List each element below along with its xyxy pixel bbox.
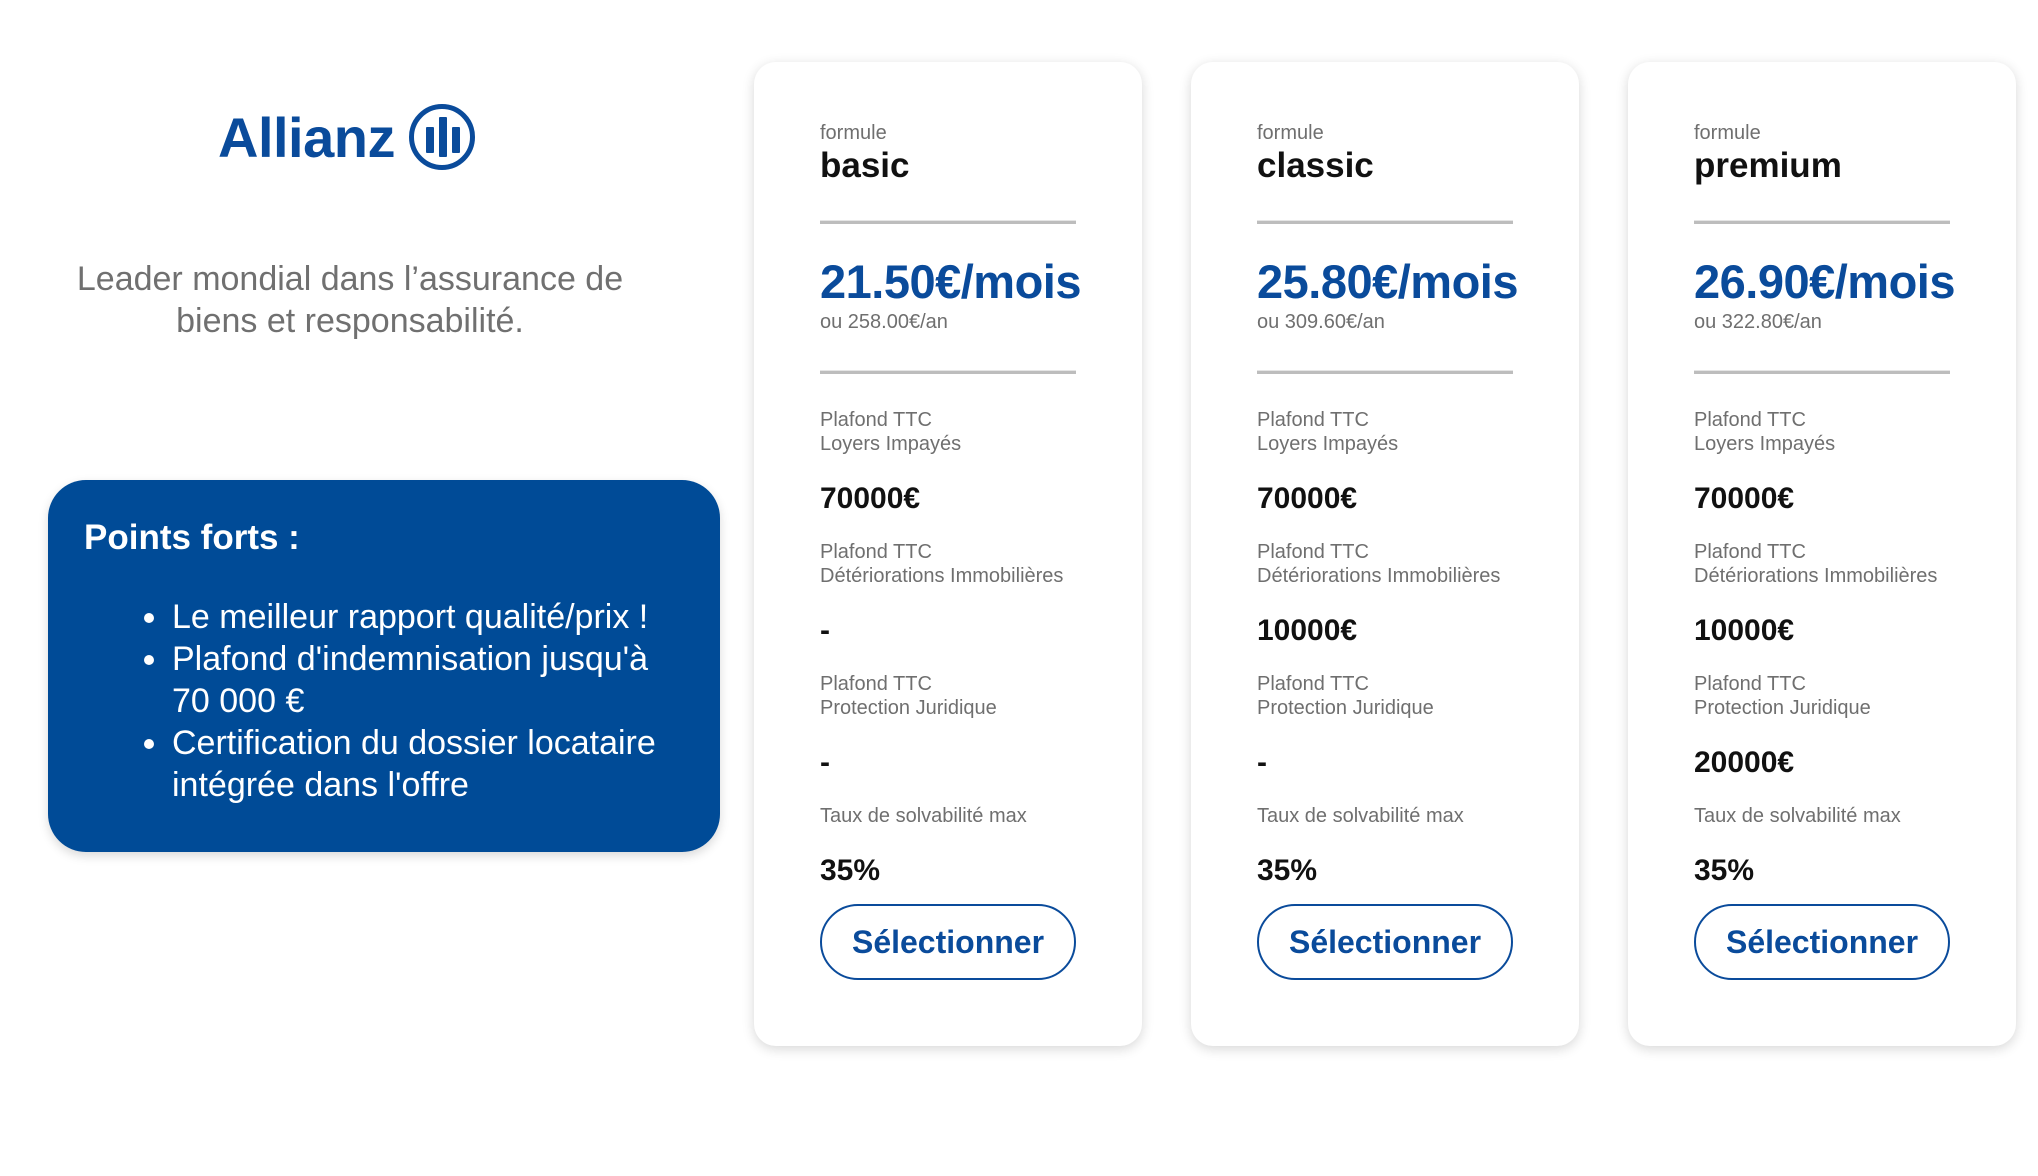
annual-price: ou 309.60€/an <box>1257 311 1385 333</box>
monthly-price: 21.50€/mois <box>820 255 1082 308</box>
select-classic-button[interactable]: Sélectionner <box>1257 904 1513 980</box>
deterioration-value: 10000€ <box>1257 614 1358 647</box>
juridique-label: Plafond TTC Protection Juridique <box>820 673 997 719</box>
plan-name: classic <box>1257 146 1374 185</box>
juridique-value: 20000€ <box>1694 746 1795 779</box>
loyers-label: Plafond TTC Loyers Impayés <box>1257 409 1399 455</box>
loyers-value: 70000€ <box>1694 482 1795 515</box>
list-item: Plafond d'indemnisation jusqu'à 70 000 € <box>172 638 684 722</box>
points-forts-list <box>84 596 684 806</box>
plan-card-basic <box>754 62 1142 1046</box>
deterioration-label: Plafond TTC Détériorations Immobilières <box>1257 541 1501 587</box>
formule-label: formule <box>1257 122 1324 144</box>
divider <box>1257 220 1513 224</box>
select-premium-button[interactable]: Sélectionner <box>1694 904 1950 980</box>
brand-tagline: Leader mondial dans l’assurance de biens et responsabilité. <box>76 260 624 340</box>
divider <box>820 370 1076 374</box>
list-item: Certification du dossier locataire intégrée dans l'offre <box>172 722 684 806</box>
plan-name: premium <box>1694 146 1842 185</box>
loyers-value: 70000€ <box>820 482 921 515</box>
points-forts-title: Points forts : <box>84 518 300 557</box>
plan-card-premium <box>1628 62 2016 1046</box>
points-forts-panel <box>48 480 720 852</box>
juridique-label: Plafond TTC Protection Juridique <box>1257 673 1434 719</box>
plan-card-classic <box>1191 62 1579 1046</box>
divider <box>820 220 1076 224</box>
divider <box>1694 220 1950 224</box>
juridique-label: Plafond TTC Protection Juridique <box>1694 673 1871 719</box>
loyers-value: 70000€ <box>1257 482 1358 515</box>
deterioration-value: - <box>820 614 830 647</box>
juridique-value: - <box>820 746 830 779</box>
solvabilite-label: Taux de solvabilité max <box>1257 805 1464 827</box>
solvabilite-label: Taux de solvabilité max <box>1694 805 1901 827</box>
solvabilite-value: 35% <box>1257 854 1318 887</box>
monthly-price: 26.90€/mois <box>1694 255 1956 308</box>
annual-price: ou 258.00€/an <box>820 311 948 333</box>
juridique-value: - <box>1257 746 1267 779</box>
select-basic-button[interactable]: Sélectionner <box>820 904 1076 980</box>
brand-column <box>0 0 740 1176</box>
plan-name: basic <box>820 146 910 185</box>
list-item: Le meilleur rapport qualité/prix ! <box>172 596 684 638</box>
formule-label: formule <box>820 122 887 144</box>
loyers-label: Plafond TTC Loyers Impayés <box>1694 409 1836 455</box>
deterioration-value: 10000€ <box>1694 614 1795 647</box>
formule-label: formule <box>1694 122 1761 144</box>
solvabilite-label: Taux de solvabilité max <box>820 805 1027 827</box>
allianz-eagle-icon <box>409 104 475 170</box>
solvabilite-value: 35% <box>820 854 881 887</box>
divider <box>1694 370 1950 374</box>
annual-price: ou 322.80€/an <box>1694 311 1822 333</box>
divider <box>1257 370 1513 374</box>
logo-wordmark: Allianz <box>218 105 395 169</box>
allianz-logo <box>218 100 475 174</box>
deterioration-label: Plafond TTC Détériorations Immobilières <box>1694 541 1938 587</box>
solvabilite-value: 35% <box>1694 854 1755 887</box>
monthly-price: 25.80€/mois <box>1257 255 1519 308</box>
deterioration-label: Plafond TTC Détériorations Immobilières <box>820 541 1064 587</box>
loyers-label: Plafond TTC Loyers Impayés <box>820 409 962 455</box>
